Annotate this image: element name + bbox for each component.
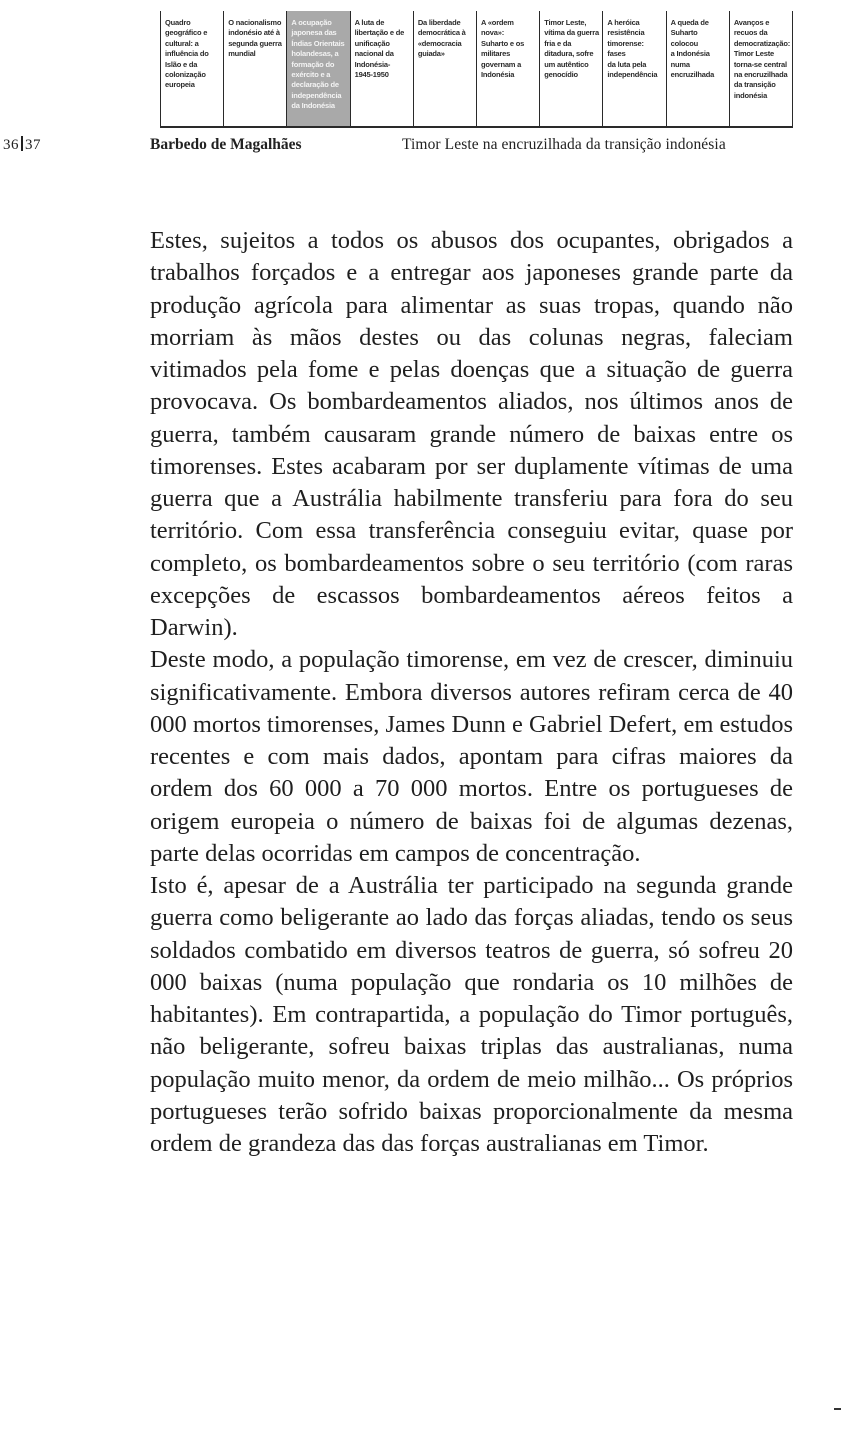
chapter-tab-label: A luta de libertação e de unificação nacional da Indonésia- 1945-1950	[354, 18, 405, 80]
running-header-title: Timor Leste na encruzilhada da transição indonésia	[402, 136, 726, 153]
page-number-divider	[21, 136, 23, 151]
chapter-tab-label: A «ordem nova»: Suharto e os militares governam a Indonésia	[481, 18, 525, 80]
page-number-right: 37	[25, 137, 41, 153]
chapter-tab-8[interactable]	[602, 11, 665, 126]
paragraph: Deste modo, a população timorense, em vez de crescer, diminuiu significativamente. Embora diversos autores refiram cerca de 40 000 mortos timorenses, James Dunn e Gabriel Defert, em estudos recentes e com mais dados, apontam para cifras maiores da ordem dos 60 000 a 70 000 mortos. Entre os portugueses de origem europeia o número de baixas foi de algumas dezenas, parte delas ocorridas em campos de concentração.	[150, 646, 793, 867]
chapter-tab-label: Quadro geográfico e cultural: a influência do Islão e da colonização europeia	[165, 18, 209, 90]
chapter-navigation-strip	[160, 11, 793, 128]
chapter-tab-7[interactable]	[539, 11, 602, 126]
chapter-tab-2[interactable]	[223, 11, 286, 126]
running-header-author: Barbedo de Magalhães	[150, 136, 302, 153]
page-edge-mark	[834, 1408, 841, 1410]
chapter-tab-9[interactable]	[666, 11, 729, 126]
chapter-tab-label: A heróica resistência timorense: fases da luta pela independência	[607, 18, 658, 80]
chapter-tab-5[interactable]	[413, 11, 476, 126]
paragraph: Estes, sujeitos a todos os abusos dos ocupantes, obrigados a trabalhos forçados e a entregar aos japoneses grande parte da produção agrícola para alimentar as suas tropas, quando não morriam às mãos destes ou das colunas negras, faleciam vitimados pela fome e pelas doenças que a situação de guerra provocava. Os bombardeamentos aliados, nos últimos anos de guerra, também causaram grande número de baixas entre os timorenses. Estes acabaram por ser duplamente vítimas de uma guerra que a Austrália habilmente transferiu para fora do seu território. Com essa transferência conseguiu evitar, quase por completo, os bombardeamentos sobre o seu território (com raras excepções de escassos bombardeamentos aéreos feitos a Darwin).	[150, 227, 793, 641]
paragraph: Isto é, apesar de a Austrália ter participado na segunda grande guerra como beligerante ao lado das forças aliadas, tendo os seus soldados combatido em diversos teatros de guerra, só sofreu 20 000 baixas (numa população que rondaria os 10 milhões de habitantes). Em contrapartida, a população do Timor português, não beligerante, sofreu baixas triplas das australianas, numa população muito menor, da ordem de meio milhão... Os próprios portugueses terão sofrido baixas proporcionalmente da mesma ordem de grandeza das das forças australianas em Timor.	[150, 872, 793, 1157]
chapter-tab-label: A queda de Suharto colocou a Indonésia numa encruzilhada	[670, 18, 715, 80]
chapter-tab-label: O nacionalismo indonésio até à segunda guerra mundial	[228, 18, 282, 59]
chapter-tab-label: Da liberdade democrática à «democracia guiada»	[417, 18, 466, 59]
chapter-tab-label: A ocupação japonesa das Índias Orientais holandesas, a formação do exército e a declaração de independência da Indonésia	[291, 18, 345, 111]
body-text	[150, 225, 793, 1160]
chapter-tab-6[interactable]	[476, 11, 539, 126]
chapter-tab-10[interactable]	[729, 11, 792, 126]
chapter-tab-1[interactable]	[161, 11, 223, 126]
page-number	[3, 136, 41, 154]
page-number-left: 36	[3, 137, 19, 153]
chapter-tab-3-current[interactable]	[286, 11, 349, 126]
chapter-tab-4[interactable]	[350, 11, 413, 126]
chapter-tab-label: Avanços e recuos da democratização: Timor Leste torna-se central na encruzilhada da transição indonésia	[733, 18, 791, 100]
chapter-tab-label: Timor Leste, vítima da guerra fria e da ditadura, sofre um autêntico genocídio	[544, 18, 599, 80]
